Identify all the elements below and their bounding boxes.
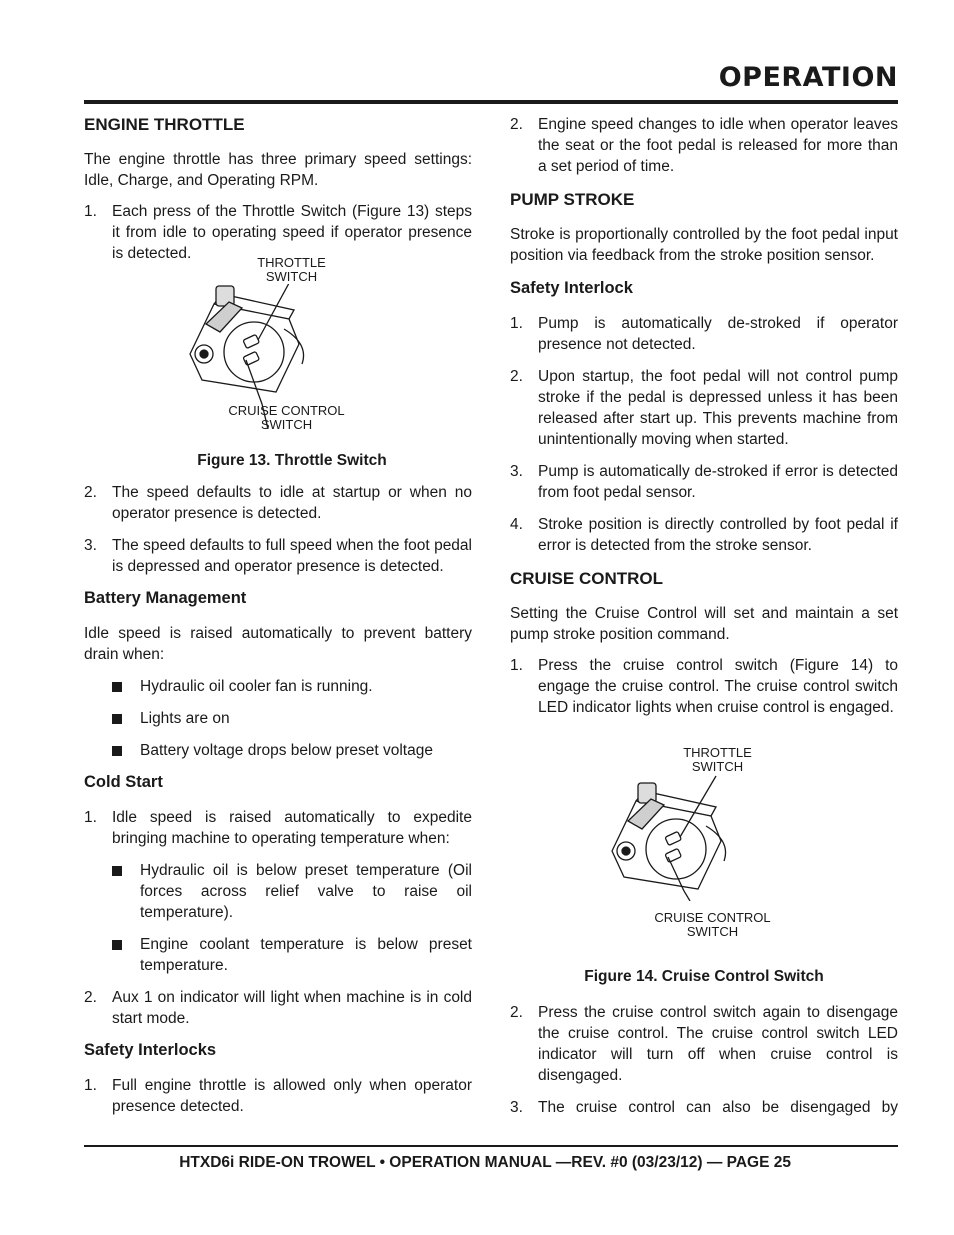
page-footer: HTXD6i RIDE-ON TROWEL • OPERATION MANUAL —REV. #0 (03/23/12) — PAGE 25: [179, 1154, 791, 1171]
list-item: [510, 655, 898, 718]
list-number: 1.: [510, 657, 523, 674]
figure-caption: Figure 14. Cruise Control Switch: [584, 968, 824, 985]
cruise-control-intro: Setting the Cruise Control will set and maintain a set pump stroke position command.: [510, 605, 898, 643]
list-number: 2.: [510, 1004, 523, 1021]
list-number: 2.: [84, 989, 97, 1006]
list-number: 1.: [84, 203, 97, 220]
list-number: 1.: [84, 1077, 97, 1094]
list-number: 2.: [510, 116, 523, 133]
cruise-panel-illustration: [606, 756, 746, 901]
bullet-square-icon: [112, 714, 122, 724]
left-column: [84, 114, 472, 1117]
right-column: [510, 114, 898, 1118]
figure-cruise-control-switch: [510, 736, 898, 988]
list-item: [84, 987, 472, 1029]
list-number: 1.: [84, 809, 97, 826]
bullet-square-icon: [112, 746, 122, 756]
list-text: The cruise control can also be disengaged by: [538, 1099, 898, 1116]
engine-throttle-intro: The engine throttle has three primary speed settings: Idle, Charge, and Operating RPM.: [84, 151, 472, 189]
list-item: [510, 514, 898, 556]
engine-throttle-heading: ENGINE THROTTLE: [84, 115, 245, 134]
list-item: [84, 807, 472, 849]
cruise-control-heading: CRUISE CONTROL: [510, 569, 663, 588]
figure-throttle-switch: [84, 255, 472, 446]
list-item: [510, 1097, 898, 1118]
list-item: [84, 535, 472, 577]
list-number: 2.: [84, 484, 97, 501]
list-text: Idle speed is raised automatically to expedite bringing machine to operating temperature when:: [112, 809, 472, 847]
list-text: Upon startup, the foot pedal will not control pump stroke if the pedal is depressed unless it has been released after start up. This prevents machine from unintentionally moving when started.: [538, 368, 898, 448]
list-number: 2.: [510, 368, 523, 385]
pump-stroke-heading: PUMP STROKE: [510, 190, 635, 209]
list-text: Press the cruise control switch (Figure 14) to engage the cruise control. The cruise control switch LED indicator lights when cruise control is engaged.: [538, 657, 898, 716]
bullet-square-icon: [112, 940, 122, 950]
list-text: Full engine throttle is allowed only when operator presence detected.: [112, 1077, 472, 1115]
bullet-text: Battery voltage drops below preset voltage: [140, 742, 433, 759]
list-number: 3.: [510, 1099, 523, 1116]
figure-label-cruise-control-switch: CRUISE CONTROL SWITCH: [228, 403, 345, 432]
cold-start-heading: Cold Start: [84, 773, 163, 791]
list-item: [510, 366, 898, 450]
list-item: [84, 1075, 472, 1117]
list-number: 4.: [510, 516, 523, 533]
list-item: [510, 461, 898, 503]
bullet-text: Lights are on: [140, 710, 230, 727]
list-number: 3.: [84, 537, 97, 554]
list-item: [510, 313, 898, 355]
list-text: Stroke position is directly controlled by foot pedal if error is detected from the stroke sensor.: [538, 516, 898, 554]
list-text: Press the cruise control switch again to disengage the cruise control. The cruise control switch LED indicator will turn off when cruise control is disengaged.: [538, 1004, 898, 1084]
bullet-item: [84, 860, 472, 923]
bullet-text: Hydraulic oil cooler fan is running.: [140, 678, 373, 695]
list-text: The speed defaults to idle at startup or when no operator presence is detected.: [112, 484, 472, 522]
bullet-text: Engine coolant temperature is below preset temperature.: [140, 936, 472, 974]
bullet-item: [84, 708, 472, 729]
bullet-item: [84, 934, 472, 976]
battery-management-heading: Battery Management: [84, 589, 247, 607]
bullet-item: [84, 676, 472, 697]
footer-rule: [84, 1145, 898, 1147]
page-section-title: OPERATION: [718, 62, 898, 93]
figure-label-throttle-switch: THROTTLE SWITCH: [257, 255, 326, 284]
list-text: Pump is automatically de-stroked if error is detected from foot pedal sensor.: [538, 463, 898, 501]
battery-intro: Idle speed is raised automatically to prevent battery drain when:: [84, 625, 472, 663]
list-item: [510, 1002, 898, 1086]
list-text: Engine speed changes to idle when operator leaves the seat or the foot pedal is released for more than a set period of time.: [538, 116, 898, 175]
bullet-square-icon: [112, 866, 122, 876]
figure-caption: Figure 13. Throttle Switch: [197, 452, 387, 469]
bullet-item: [84, 740, 472, 761]
bullet-square-icon: [112, 682, 122, 692]
list-text: The speed defaults to full speed when the foot pedal is depressed and operator presence is detected.: [112, 537, 472, 575]
bullet-text: Hydraulic oil is below preset temperature (Oil forces across relief valve to raise oil temperature).: [140, 862, 472, 921]
list-text: Aux 1 on indicator will light when machine is in cold start mode.: [112, 989, 472, 1027]
list-text: Pump is automatically de-stroked if operator presence not detected.: [538, 315, 898, 353]
safety-interlocks-heading: Safety Interlocks: [84, 1041, 217, 1059]
figure-label-throttle-switch: THROTTLE SWITCH: [683, 745, 752, 774]
list-number: 1.: [510, 315, 523, 332]
list-number: 3.: [510, 463, 523, 480]
list-item: [510, 114, 898, 177]
pump-stroke-intro: Stroke is proportionally controlled by the foot pedal input position via feedback from the stroke position sensor.: [510, 226, 898, 264]
figure-label-cruise-control-switch: CRUISE CONTROL SWITCH: [654, 910, 771, 939]
list-item: [84, 482, 472, 524]
header-rule: [84, 100, 898, 104]
safety-interlock-heading: Safety Interlock: [510, 279, 633, 297]
list-text: Each press of the Throttle Switch (Figure 13) steps it from idle to operating speed if operator presence is detected.: [112, 203, 472, 262]
